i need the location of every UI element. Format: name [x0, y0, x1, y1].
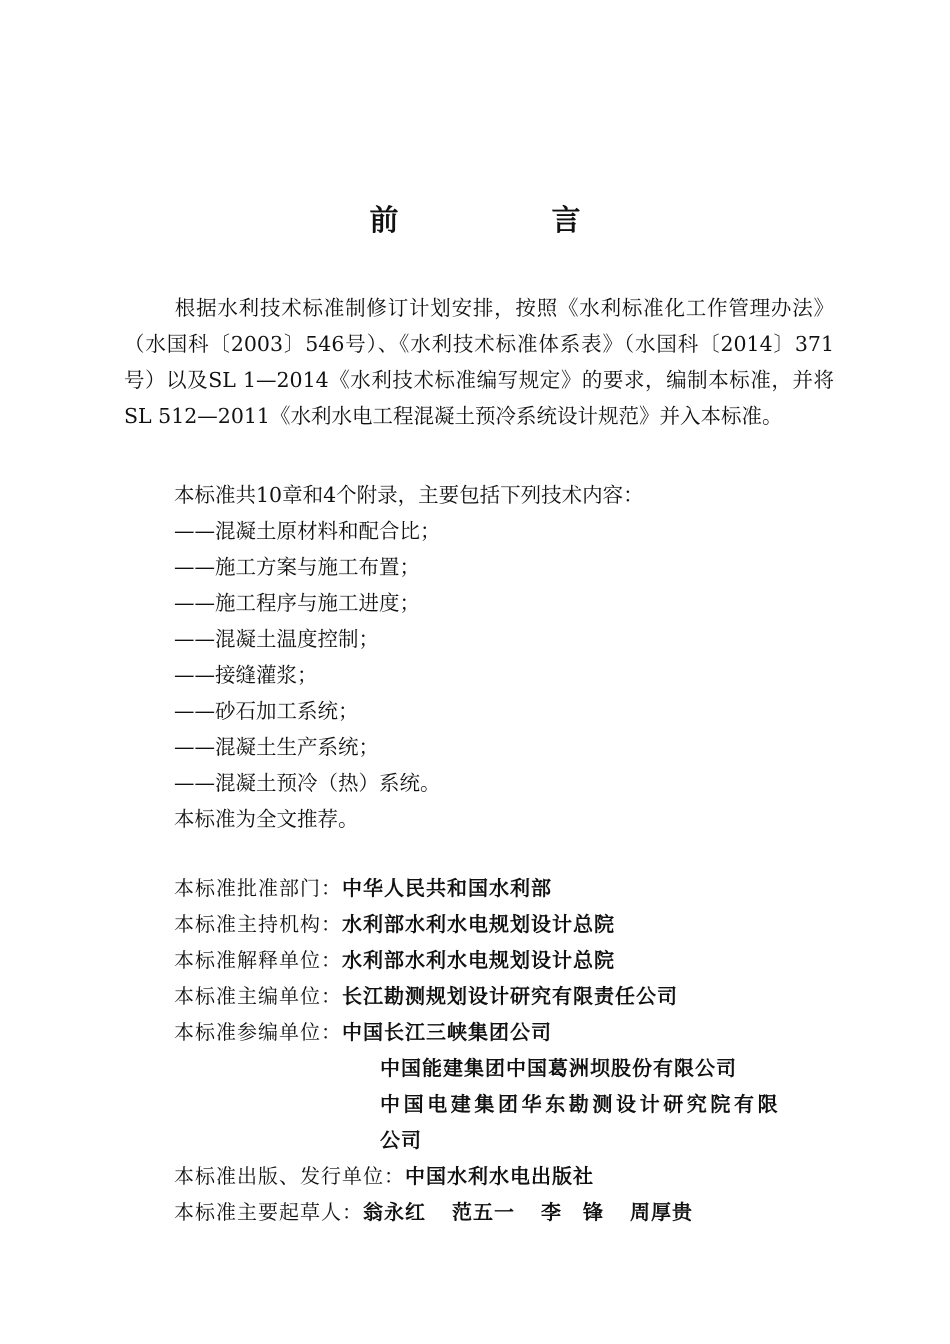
interpret-label: 本标准解释单位：: [174, 948, 342, 972]
host-row: [174, 908, 854, 944]
co-editor-value: 公司: [380, 1128, 422, 1152]
approve-value: 中华人民共和国水利部: [342, 876, 552, 900]
list-item: ——混凝土生产系统；: [174, 735, 379, 759]
list-item: ——施工程序与施工进度；: [174, 591, 420, 615]
list-item: ——混凝土预冷（热）系统。: [174, 771, 441, 795]
co-editor-row: [174, 1016, 854, 1052]
publisher-label: 本标准出版、发行单位：: [174, 1164, 405, 1188]
co-editor-label: 本标准参编单位：: [174, 1020, 342, 1044]
co-editor-value: 中国能建集团中国葛洲坝股份有限公司: [380, 1056, 737, 1080]
recommend-text: 本标准为全文推荐。: [174, 807, 359, 831]
publisher-value: 中国水利水电出版社: [405, 1164, 594, 1188]
drafter-name: 范五一: [452, 1200, 515, 1224]
publisher-row: [174, 1160, 854, 1196]
chief-editor-value: 长江勘测规划设计研究有限责任公司: [342, 984, 678, 1008]
drafter-name: 李 锋: [541, 1200, 604, 1224]
co-editor-value: 中国电建集团华东勘测设计研究院有限: [380, 1092, 782, 1116]
drafters-names: [363, 1200, 719, 1224]
list-item: ——混凝土温度控制；: [174, 627, 379, 651]
list-item: ——接缝灌浆；: [174, 663, 318, 687]
scope-intro: 本标准共10章和4个附录，主要包括下列技术内容：: [174, 483, 644, 507]
approve-label: 本标准批准部门：: [174, 876, 342, 900]
intro-paragraph: [124, 290, 834, 434]
page-title: 前 言: [369, 203, 643, 237]
chief-editor-row: [174, 980, 854, 1016]
list-item: ——混凝土原材料和配合比；: [174, 519, 441, 543]
interpret-row: [174, 944, 854, 980]
list-item: ——施工方案与施工布置；: [174, 555, 420, 579]
co-editor-value: 中国长江三峡集团公司: [342, 1020, 552, 1044]
drafter-name: 周厚贵: [630, 1200, 693, 1224]
drafters-row: [174, 1196, 854, 1232]
intro-text: 根据水利技术标准制修订计划安排，按照《水利标准化工作管理办法》（水国科〔2003〕546号）、《水利技术标准体系表》（水国科〔2014〕371号）以及SL 1—2014《水利技术标准编写规定》的要求，编制本标准，并将SL 512—2011《水利水电工程混凝土预冷系统设计规范》并入本标准。: [124, 296, 834, 428]
host-label: 本标准主持机构：: [174, 912, 342, 936]
host-value: 水利部水利水电规划设计总院: [342, 912, 615, 936]
chief-editor-label: 本标准主编单位：: [174, 984, 342, 1008]
drafters-label: 本标准主要起草人：: [174, 1200, 363, 1224]
list-item: ——砂石加工系统；: [174, 699, 359, 723]
interpret-value: 水利部水利水电规划设计总院: [342, 948, 615, 972]
drafter-name: 翁永红: [363, 1200, 426, 1224]
approve-row: [174, 872, 854, 908]
